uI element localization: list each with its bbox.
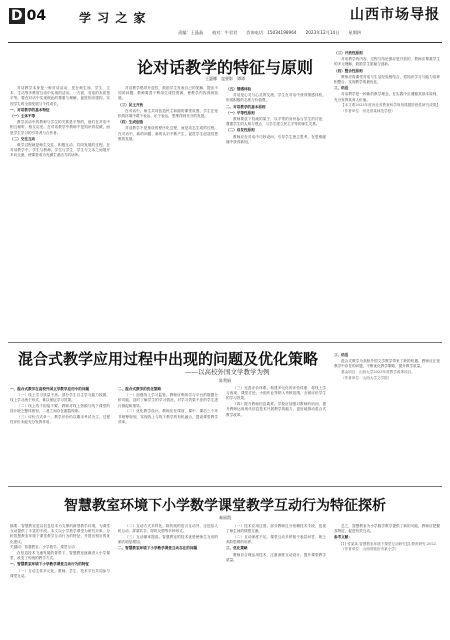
paragraph: （二）互动深度不足。课堂互动多停留于表层问答，缺乏高阶思维的培养。 [226,534,326,545]
article3-column-1 [10,524,110,632]
paragraph: （一）技术应用过度。部分教师过分依赖技术手段，忽视了师生间的情感交流。 [226,524,326,534]
article1-title: 论对话教学的特征与原则 [136,58,313,77]
article3-column-2 [118,524,218,632]
article2-column-2 [118,386,218,482]
page-header [0,0,450,42]
article2-title: 混合式教学应用过程中出现的问题及优化策略 [18,350,319,368]
article1-authors: 王惠娜 寇要影 谭谭 [205,76,245,81]
paragraph: 教师应将课堂对话与生活经验相结合，将知识学习与能力培养相整合，实现教学的最优化。 [334,74,440,85]
subheading: （四）整合性原则 [334,68,363,73]
paragraph: （三）完善评价体系。构建多元化的评价体系，将线上学习表现、课堂讨论、小组作业等纳入考核范围，全面评价学生的学习效果。 [226,386,326,401]
paragraph: （二）优化教学设计。教师应在课前、课中、课后三个环节统筹规划，实现线上与线下教学的有机融合，提高课堂教学效率。 [118,409,218,424]
article1-column-2 [118,86,218,338]
page-number: 04 [26,8,47,24]
funding-note: 【本文系2023年度河北省教育科学规划课题阶段性研究成果】 [341,103,440,108]
author-affiliation: （作者单位：河北省某师范学校） [341,109,395,114]
subheading: 三、结语 [334,353,349,357]
page-letter: D [11,8,23,24]
article2-column-4 [334,352,440,482]
meta-editor: 责编：王晶晶 [178,30,204,35]
article2-column-3 [226,386,326,482]
paragraph: （三）互动频率提高。智慧教室的技术优势使师生互动的频次明显增加。 [118,534,218,545]
subheading: 三、结语 [334,86,349,91]
paragraph: 总之，智慧教室为小学数学教学提供了新的可能，教师应把握其特征，促进有效互动。 [334,524,440,534]
header-meta [178,30,442,39]
article-divider [8,342,442,343]
paragraph: （二）线上线下衔接不紧。教师对线上资源与线下课堂的设计缺乏整体规划，二者之间存在割裂现象。 [10,404,110,414]
section-title: 学 习 之 家 [79,11,147,25]
article-divider [8,486,442,487]
paragraph: 教师应在对话中巧妙设问，引导学生独立思考，在思维碰撞中获得新知。 [226,134,326,144]
paragraph: 混合式教学为高校外国文学教学带来了新的机遇。教师应正视教学中存在的问题，不断优化教学策略，提升教学质量。 [334,359,440,369]
paragraph: 对话教学的内容、过程与结论都应是开放的，教师应尊重学生的多元理解，鼓励学生质疑与创新。 [334,57,440,67]
article3-title: 智慧教室环境下小学数学课堂教学互动行为特征探析 [64,498,386,514]
paragraph: （四）提升教师信息素养。学校应加强对教师的培训，提升教师运用现代信息技术开展教学的能力，更好地推动混合式教学改革。 [226,402,326,417]
subheading: （二）交往互动 [10,136,36,141]
newspaper-name: 山西市场导报 [350,7,440,23]
paragraph: （三）评价方式单一。教学评价仍以期末考试为主，过程性评价未能充分发挥作用。 [10,415,110,425]
paragraph: 教学过程就是师生交往、积极互动、共同发展的过程。在对话教学中，学生与教师、学生与学生、学生与文本之间展开多向交流，使课堂成为充满生命活力的场所。 [10,143,110,158]
subheading: 二、智慧教室环境下小学数学课堂互动存在的问题 [118,546,198,551]
meta-proofreader: 校对：牛君君 [212,30,238,35]
article3-column-3 [226,524,326,632]
article1-column-1 [10,86,110,338]
paragraph: 教师要放下权威的架子，以平等的身份参与学生的讨论，尊重学生的人格与观点，与学生建立民主平等的师生关系。 [226,117,326,127]
paragraph: 教学活动中的教师与学生的关系是平等的，他们在对话中相互倾听、相互启发。在对话教学中教师不是知识的权威，而是学生学习的引导者与合作者。 [10,120,110,135]
paragraph: 在信息技术飞速发展的背景下，智慧教室逐渐进入小学课堂，改变了传统的教学方式。 [10,551,110,561]
subheading: 一、对话教学的基本特征 [10,107,50,112]
paragraph: 在对话中，师生共同营造民主和谐的课堂氛围，学生在宽松的环境中敢于表达、乐于表达，思维得到充分的发展。 [118,108,218,119]
author-affiliation: （作者单位：山西大学文学院） [341,375,392,380]
article3-column-4 [334,524,440,632]
abstract: 摘要：智慧教室是以信息技术为支撑的新型教学环境，为课堂互动提供了丰富的手段。本文以小学数学课堂为研究对象，分析智慧教室环境下课堂教学互动行为的特征，并提出相应的优化建议。 [10,524,110,544]
article1-column-3 [226,86,326,338]
article2-author: 陈利娟 [219,378,231,383]
article3-author: 秦丽霞 [219,515,231,520]
subheading: 一、智慧教室环境下小学数学课堂互动行为的特征 [10,562,90,567]
subheading: （一）平等性原则 [226,110,255,115]
paragraph: 对话教学不是预设的程序化过程，而是动态生成的过程。在对话中，新的问题、新的认识不断产生，促进学生创造性思维的发展。 [118,126,218,141]
subheading: 二、对话教学的基本原则 [226,104,266,109]
paragraph: （一）互动主体多元化。教师、学生、技术平台共同参与课堂互动。 [10,568,110,578]
subheading: （五）情感体验 [226,87,252,91]
article2-column-1 [10,386,110,482]
subheading: （四）生成创造 [118,120,144,125]
meta-phone: 咨询电话：15034198964 [246,30,297,35]
subheading: 二、混合式教学的优化策略 [118,387,162,391]
author-affiliation: （作者单位：山西省临汾市某小学） [341,547,399,552]
subheading: （三）开放性原则 [334,51,363,55]
reference: [1] 张某某.智慧教室环境下课堂互动研究[J].教育研究,2022. [341,541,438,546]
paragraph: （二）互动方式多样化。除传统的语言互动外，还包括人机互动、屏幕共享、即时反馈等多种形式。 [118,524,218,534]
paragraph: （一）加强线上学习监管。教师应利用学习平台的数据分析功能，及时了解学生的学习情况，对学习效果不佳的学生进行督促和指导。 [118,393,218,408]
subheading: 三、优化策略 [226,546,248,551]
funding-note: 基金项目：山西大学2023年度教学改革项目。 [341,370,415,375]
paragraph: （一）线上学习质量不高。部分学生自主学习能力较弱，线上学习流于形式，难以保证学习效果。 [10,393,110,403]
header-rule [8,42,442,43]
paragraph: 对话教学本身是一种对话活动，是在师生间、学生、文本、生活等多维度互动中实现的活动。一方面，对话的本质是平等，要在对话中实现彼此的尊重与理解，促进知识建构，实现学生的全面发展与个性成长。 [10,86,110,106]
paragraph: 教师应合理运用技术，注重深度互动设计，提升课堂教学质量。 [226,552,326,562]
subheading: （一）主体平等 [10,114,36,119]
subheading: （二）启发性原则 [226,128,255,133]
page-number-badge [9,8,46,24]
paragraph: 对话是心灵与心灵的交流，学生在对话中获得情感体验，形成积极的态度与价值观。 [226,93,326,103]
meta-date: 2023年12月14日 [305,30,340,35]
paragraph: 对话教学是一种新的教学理念，在实践中应遵循其基本原则，充分发挥其育人价值。 [334,92,440,102]
subheading: 参考文献： [334,535,352,540]
keywords: 关键词：智慧教室；小学数学；课堂互动 [10,545,75,550]
subheading: （三）民主开放 [118,102,144,107]
subheading: 一、混合式教学在高校外国文学教学应用中的问题 [10,387,90,391]
article2-subtitle: ——以高校外国文学教学为例 [185,368,270,376]
meta-weekday: 星期四 [348,30,361,35]
article1-column-4 [334,50,440,338]
paragraph: 对话教学倡导开放性，鼓励学生发表自己的见解，提出不同的问题，教师要善于利用生成性资源，使教学内容得到拓展。 [118,86,218,101]
